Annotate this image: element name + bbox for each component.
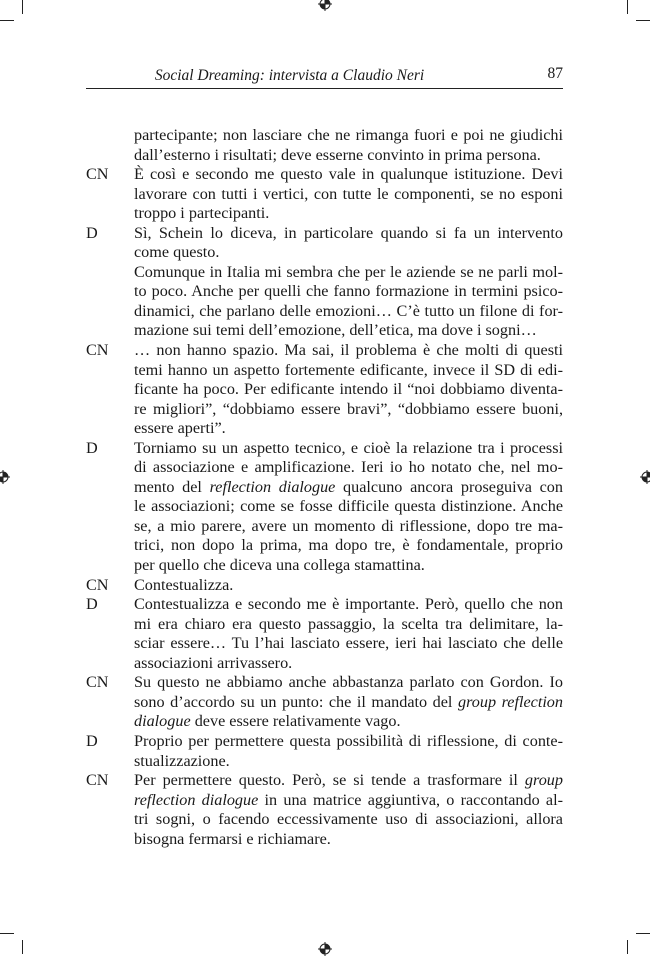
- speaker-label: D: [86, 595, 98, 614]
- text-segment: temi hanno un aspetto fortemente edificante, invece il SD di edi-: [134, 360, 563, 379]
- text-line: [134, 380, 563, 400]
- italic-term: group: [524, 771, 563, 790]
- crop-mark: [0, 933, 14, 934]
- text-segment: Torniamo su un aspetto tecnico, e cioè la relazione tra i processi: [134, 438, 563, 457]
- text-line: [134, 673, 563, 693]
- text-segment: in una matrice aggiuntiva, o raccontando al-: [258, 790, 563, 809]
- text-segment: associazioni arrivassero.: [134, 653, 293, 672]
- text-line: [134, 615, 563, 635]
- text-line: [134, 458, 563, 478]
- text-line: [134, 478, 563, 498]
- text-line: [134, 732, 563, 752]
- speaker-label: CN: [86, 165, 109, 184]
- speaker-label: CN: [86, 575, 109, 594]
- registration-mark-icon: [318, 0, 332, 11]
- interview-entry: [86, 576, 563, 596]
- interview-entry: [86, 595, 563, 673]
- text-segment: se, a mio parere, avere un momento di riflessione, dopo tre ma-: [134, 516, 563, 535]
- interview-body: [86, 126, 563, 849]
- entry-text: [134, 673, 563, 732]
- text-line: [134, 771, 563, 791]
- text-segment: … non hanno spazio. Ma sai, il problema è che molti di questi: [134, 341, 563, 360]
- page-number: 87: [547, 65, 563, 82]
- text-segment: mi era chiaro era questo passaggio, la scelta tra delimitare, la-: [134, 614, 563, 633]
- entry-text: [134, 224, 563, 341]
- text-line: [134, 165, 563, 185]
- text-line: [134, 224, 563, 244]
- text-segment: sono d’accordo su un punto: che il mandato del: [134, 692, 458, 711]
- interview-entry: [86, 165, 563, 224]
- speaker-label: CN: [86, 771, 109, 790]
- text-segment: ficante ha poco. Per edificante intendo il “noi dobbiamo diventa-: [134, 380, 563, 399]
- speaker-label: CN: [86, 341, 109, 360]
- text-segment: dinamici, che parlano delle emozioni… C’è tutto un filone di for-: [134, 301, 563, 320]
- text-segment: mazione sui temi dell’emozione, dell’etica, ma dove i sogni…: [134, 321, 537, 340]
- entry-text: [134, 126, 563, 165]
- text-line: [134, 361, 563, 381]
- crop-mark: [0, 20, 14, 21]
- text-line: [134, 693, 563, 713]
- text-segment: stualizzazione.: [134, 751, 230, 770]
- text-line: [134, 321, 563, 341]
- text-segment: Comunque in Italia mi sembra che per le aziende se ne parli mol-: [134, 262, 563, 281]
- entry-text: [134, 771, 563, 849]
- text-segment: le associazioni; come se fosse difficile questa distinzione. Anche: [134, 497, 563, 516]
- italic-term: reflection dialogue: [134, 790, 259, 809]
- text-line: [134, 536, 563, 556]
- interview-entry: [86, 224, 563, 341]
- interview-entry: [86, 439, 563, 576]
- text-segment: mento del: [134, 477, 210, 496]
- crop-mark: [636, 933, 650, 934]
- text-line: [134, 400, 563, 420]
- text-segment: essere aperti”.: [134, 419, 226, 438]
- text-segment: trici, non dopo la prima, ma dopo tre, è fondamentale, proprio: [134, 536, 563, 555]
- running-header: [86, 64, 563, 89]
- crop-mark: [22, 940, 23, 954]
- text-line: [134, 752, 563, 772]
- registration-mark-icon: [640, 470, 650, 484]
- text-line: [134, 654, 563, 674]
- interview-entry: [86, 126, 563, 165]
- speaker-label: CN: [86, 673, 109, 692]
- interview-entry: [86, 341, 563, 439]
- text-line: [134, 712, 563, 732]
- entry-text: [134, 576, 563, 596]
- crop-mark: [627, 940, 628, 954]
- italic-term: reflection dialogue: [209, 477, 336, 496]
- text-segment: Per permettere questo. Però, se si tende a trasformare il: [134, 771, 525, 790]
- text-line: [134, 282, 563, 302]
- interview-entry: [86, 732, 563, 771]
- text-segment: Su questo ne abbiamo anche abbastanza parlato con Gordon. Io: [134, 673, 563, 692]
- text-segment: di associazione e amplificazione. Ieri io ho notato che, nel mo-: [134, 458, 563, 477]
- entry-text: [134, 341, 563, 439]
- registration-mark-icon: [0, 470, 10, 484]
- italic-term: dialogue: [134, 712, 191, 731]
- text-line: [134, 595, 563, 615]
- text-line: [134, 830, 563, 850]
- text-line: [134, 517, 563, 537]
- text-line: [134, 185, 563, 205]
- text-segment: qualcuno ancora proseguiva con: [335, 477, 563, 496]
- text-segment: sciar essere… Tu l’hai lasciato essere, ieri hai lasciato che delle: [134, 634, 563, 653]
- italic-term: group reflection: [457, 692, 563, 711]
- running-title: Social Dreaming: intervista a Claudio Neri: [154, 67, 425, 84]
- text-segment: to poco. Anche per quelli che fanno formazione in termini psico-: [134, 282, 563, 301]
- text-segment: deve essere relativamente vago.: [190, 712, 401, 731]
- text-line: [134, 497, 563, 517]
- text-segment: lavorare con tutti i vertici, con tutte le componenti, se no esponi: [134, 184, 563, 203]
- crop-mark: [627, 0, 628, 14]
- text-line: [134, 302, 563, 322]
- interview-entry: [86, 673, 563, 732]
- entry-text: [134, 439, 563, 576]
- entry-text: [134, 595, 563, 673]
- speaker-label: D: [86, 731, 98, 750]
- text-segment: troppo i partecipanti.: [134, 204, 270, 223]
- text-line: [134, 556, 563, 576]
- text-segment: partecipante; non lasciare che ne rimanga fuori e poi ne giudichi: [134, 126, 563, 144]
- text-line: [134, 576, 563, 596]
- entry-text: [134, 165, 563, 224]
- text-segment: Proprio per permettere questa possibilità di riflessione, di conte-: [134, 731, 563, 750]
- text-line: [134, 243, 563, 263]
- text-line: [134, 263, 563, 283]
- text-segment: dall’esterno i risultati; deve esserne convinto in prima persona.: [134, 145, 541, 164]
- text-segment: bisogna fermarsi e richiamare.: [134, 829, 331, 848]
- interview-entry: [86, 771, 563, 849]
- text-segment: come questo.: [134, 243, 220, 262]
- text-line: [134, 634, 563, 654]
- text-segment: re migliori”, “dobbiamo essere bravi”, “dobbiamo essere buoni,: [134, 399, 563, 418]
- text-line: [134, 439, 563, 459]
- text-line: [134, 341, 563, 361]
- text-line: [134, 791, 563, 811]
- speaker-label: D: [86, 223, 98, 242]
- text-segment: tri sogni, o facendo eccessivamente uso di associazioni, allora: [134, 810, 563, 829]
- entry-text: [134, 732, 563, 771]
- text-segment: Contestualizza.: [134, 575, 234, 594]
- text-line: [134, 126, 563, 146]
- text-line: [134, 146, 563, 166]
- text-segment: Contestualizza e secondo me è importante. Però, quello che non: [134, 595, 563, 614]
- text-line: [134, 419, 563, 439]
- crop-mark: [636, 20, 650, 21]
- speaker-label: [86, 126, 134, 165]
- text-segment: È così e secondo me questo vale in qualunque istituzione. Devi: [134, 165, 563, 184]
- text-segment: Sì, Schein lo diceva, in particolare quando si fa un intervento: [134, 223, 563, 242]
- text-line: [134, 810, 563, 830]
- crop-mark: [22, 0, 23, 14]
- speaker-label: D: [86, 438, 98, 457]
- text-segment: per quello che diceva una collega stamattina.: [134, 556, 425, 575]
- text-line: [134, 204, 563, 224]
